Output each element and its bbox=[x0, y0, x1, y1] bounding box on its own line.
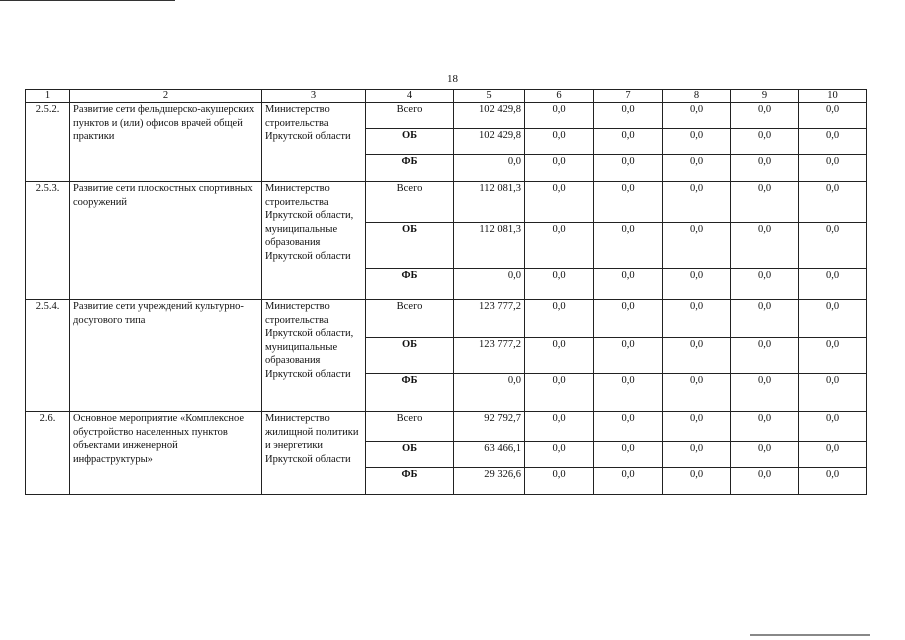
cell-value: 0,0 bbox=[663, 103, 731, 129]
cell-value: 0,0 bbox=[594, 468, 663, 495]
table-row bbox=[26, 300, 867, 338]
row-code: 2.6. bbox=[26, 412, 70, 495]
total-value: 63 466,1 bbox=[454, 442, 525, 468]
cell-value: 0,0 bbox=[731, 338, 799, 374]
funding-type: Всего bbox=[366, 103, 454, 129]
cell-value: 0,0 bbox=[799, 300, 867, 338]
cell-value: 0,0 bbox=[525, 182, 594, 223]
total-value: 102 429,8 bbox=[454, 129, 525, 155]
total-value: 0,0 bbox=[454, 374, 525, 412]
funding-type: ОБ bbox=[366, 129, 454, 155]
cell-value: 0,0 bbox=[799, 269, 867, 300]
cell-value: 0,0 bbox=[799, 468, 867, 495]
row-code: 2.5.4. bbox=[26, 300, 70, 412]
column-header: 10 bbox=[799, 90, 867, 103]
cell-value: 0,0 bbox=[799, 374, 867, 412]
cell-value: 0,0 bbox=[799, 442, 867, 468]
cell-value: 0,0 bbox=[594, 155, 663, 182]
budget-table bbox=[25, 89, 867, 495]
table-header-row bbox=[26, 90, 867, 103]
cell-value: 0,0 bbox=[525, 300, 594, 338]
row-executor: Министерство жилищной политики и энергетики Иркутской области bbox=[262, 412, 366, 495]
column-header: 5 bbox=[454, 90, 525, 103]
column-header: 6 bbox=[525, 90, 594, 103]
cell-value: 0,0 bbox=[799, 223, 867, 269]
cell-value: 0,0 bbox=[594, 300, 663, 338]
row-name: Развитие сети учреждений культурно-досугового типа bbox=[70, 300, 262, 412]
funding-type: ФБ bbox=[366, 374, 454, 412]
column-header: 2 bbox=[70, 90, 262, 103]
cell-value: 0,0 bbox=[799, 412, 867, 442]
total-value: 92 792,7 bbox=[454, 412, 525, 442]
cell-value: 0,0 bbox=[525, 468, 594, 495]
cell-value: 0,0 bbox=[663, 442, 731, 468]
top-scan-rule bbox=[0, 0, 175, 1]
bottom-scan-rule bbox=[750, 634, 870, 636]
cell-value: 0,0 bbox=[731, 155, 799, 182]
total-value: 0,0 bbox=[454, 155, 525, 182]
cell-value: 0,0 bbox=[799, 338, 867, 374]
cell-value: 0,0 bbox=[663, 155, 731, 182]
cell-value: 0,0 bbox=[731, 300, 799, 338]
cell-value: 0,0 bbox=[799, 103, 867, 129]
row-code: 2.5.3. bbox=[26, 182, 70, 300]
funding-type: Всего bbox=[366, 182, 454, 223]
cell-value: 0,0 bbox=[731, 412, 799, 442]
cell-value: 0,0 bbox=[594, 374, 663, 412]
funding-type: ФБ bbox=[366, 155, 454, 182]
cell-value: 0,0 bbox=[731, 374, 799, 412]
cell-value: 0,0 bbox=[731, 468, 799, 495]
cell-value: 0,0 bbox=[594, 442, 663, 468]
funding-type: Всего bbox=[366, 412, 454, 442]
cell-value: 0,0 bbox=[594, 412, 663, 442]
row-executor: Министерство строительства Иркутской области, муниципальные образования Иркутской области bbox=[262, 182, 366, 300]
cell-value: 0,0 bbox=[799, 129, 867, 155]
funding-type: ФБ bbox=[366, 468, 454, 495]
cell-value: 0,0 bbox=[525, 442, 594, 468]
column-header: 7 bbox=[594, 90, 663, 103]
cell-value: 0,0 bbox=[663, 338, 731, 374]
table-row bbox=[26, 182, 867, 223]
column-header: 1 bbox=[26, 90, 70, 103]
total-value: 29 326,6 bbox=[454, 468, 525, 495]
cell-value: 0,0 bbox=[525, 223, 594, 269]
cell-value: 0,0 bbox=[799, 182, 867, 223]
cell-value: 0,0 bbox=[731, 129, 799, 155]
row-name: Развитие сети плоскостных спортивных сооружений bbox=[70, 182, 262, 300]
cell-value: 0,0 bbox=[663, 300, 731, 338]
cell-value: 0,0 bbox=[525, 129, 594, 155]
cell-value: 0,0 bbox=[731, 442, 799, 468]
cell-value: 0,0 bbox=[525, 374, 594, 412]
cell-value: 0,0 bbox=[663, 374, 731, 412]
cell-value: 0,0 bbox=[663, 129, 731, 155]
cell-value: 0,0 bbox=[731, 103, 799, 129]
cell-value: 0,0 bbox=[663, 412, 731, 442]
table-row bbox=[26, 412, 867, 442]
column-header: 9 bbox=[731, 90, 799, 103]
row-name: Основное мероприятие «Комплексное обустройство населенных пунктов объектами инженерной инфраструктуры» bbox=[70, 412, 262, 495]
cell-value: 0,0 bbox=[525, 412, 594, 442]
cell-value: 0,0 bbox=[594, 182, 663, 223]
cell-value: 0,0 bbox=[731, 269, 799, 300]
column-header: 8 bbox=[663, 90, 731, 103]
cell-value: 0,0 bbox=[663, 182, 731, 223]
cell-value: 0,0 bbox=[663, 223, 731, 269]
funding-type: ОБ bbox=[366, 442, 454, 468]
row-name: Развитие сети фельдшерско-акушерских пунктов и (или) офисов врачей общей практики bbox=[70, 103, 262, 182]
total-value: 112 081,3 bbox=[454, 223, 525, 269]
column-header: 4 bbox=[366, 90, 454, 103]
funding-type: Всего bbox=[366, 300, 454, 338]
total-value: 123 777,2 bbox=[454, 300, 525, 338]
cell-value: 0,0 bbox=[525, 155, 594, 182]
cell-value: 0,0 bbox=[663, 269, 731, 300]
row-code: 2.5.2. bbox=[26, 103, 70, 182]
page-number: 18 bbox=[447, 73, 458, 85]
cell-value: 0,0 bbox=[663, 468, 731, 495]
cell-value: 0,0 bbox=[731, 182, 799, 223]
cell-value: 0,0 bbox=[731, 223, 799, 269]
column-header: 3 bbox=[262, 90, 366, 103]
row-executor: Министерство строительства Иркутской области, муниципальные образования Иркутской области bbox=[262, 300, 366, 412]
funding-type: ОБ bbox=[366, 338, 454, 374]
cell-value: 0,0 bbox=[594, 103, 663, 129]
cell-value: 0,0 bbox=[594, 269, 663, 300]
funding-type: ФБ bbox=[366, 269, 454, 300]
total-value: 112 081,3 bbox=[454, 182, 525, 223]
total-value: 102 429,8 bbox=[454, 103, 525, 129]
cell-value: 0,0 bbox=[525, 269, 594, 300]
funding-type: ОБ bbox=[366, 223, 454, 269]
table-row bbox=[26, 103, 867, 129]
cell-value: 0,0 bbox=[525, 338, 594, 374]
cell-value: 0,0 bbox=[525, 103, 594, 129]
row-executor: Министерство строительства Иркутской области bbox=[262, 103, 366, 182]
cell-value: 0,0 bbox=[799, 155, 867, 182]
cell-value: 0,0 bbox=[594, 223, 663, 269]
cell-value: 0,0 bbox=[594, 338, 663, 374]
total-value: 0,0 bbox=[454, 269, 525, 300]
cell-value: 0,0 bbox=[594, 129, 663, 155]
total-value: 123 777,2 bbox=[454, 338, 525, 374]
